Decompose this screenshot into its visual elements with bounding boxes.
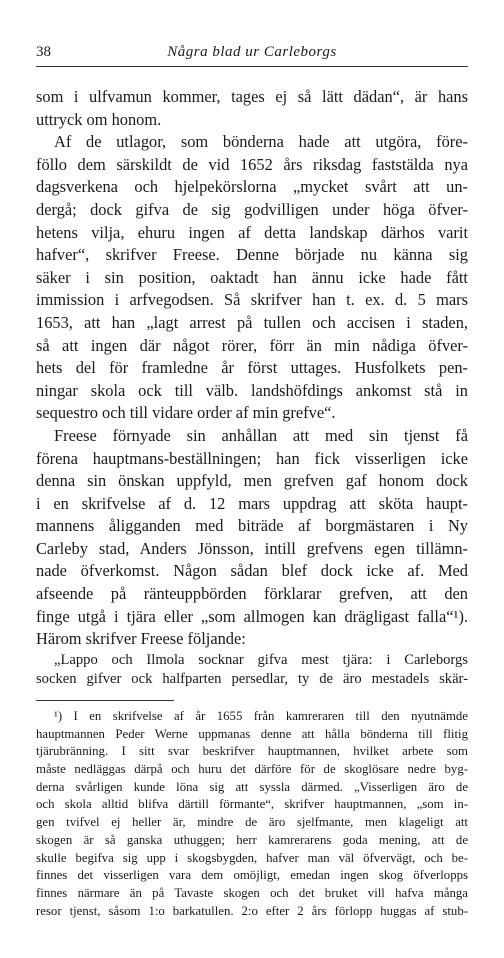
text-line: Carleby stad, Anders Jönsson, intill grefvens egen tillämn- xyxy=(36,538,468,558)
footnote-line: hauptmannen Peder Werne uppmanas denne att hålla bönderna till flitig xyxy=(36,726,468,741)
page-number: 38 xyxy=(36,44,51,60)
text-line: Freese förnyade sin anhållan att med sin tjenst få xyxy=(54,425,468,445)
text-line: förena hauptmans-beställningen; han fick visserligen icke xyxy=(36,448,468,468)
text-line: dergå; dock gifva de sig godvilligen under höga öfver- xyxy=(36,199,468,219)
footnote-line: måste nedläggas därpå och huru det därföre för de skoglösare nedre byg- xyxy=(36,762,468,777)
text-line: så att ingen där något rörer, förr än min nådiga öfver- xyxy=(36,335,468,355)
footnote-line: finnes det visserligen vara dem omöjligt, emedan ingen skog öfverlopps xyxy=(36,868,468,883)
text-line: hets del för framledne år först uttages. Husfolkets pen- xyxy=(36,358,468,378)
footnote-line: derna svårligen kunde löna sig att syssla därmed. „Visserligen äro de xyxy=(36,779,468,794)
footnote-line: tjärubränning. I sitt svar beskrifver hauptmannen, hvilket arbete som xyxy=(36,744,468,759)
text-line: mannens åligganden med biträde af borgmästaren i Ny xyxy=(36,516,468,536)
footnote-line: gen tvifvel ej heller är, mindre de äro sjelfmante, men klageligt att xyxy=(36,815,468,830)
text-line: i en skrifvelse af d. 12 mars uppdrag att sköta haupt- xyxy=(36,493,468,513)
footnotes xyxy=(36,708,468,920)
footnote-line: finnes närmare än på Tavaste skogen och det bruket vill hafva många xyxy=(36,885,468,900)
text-line: som i ulfvamun kommer, tages ej så lätt dädan“, är hans xyxy=(36,87,468,106)
footnote-divider xyxy=(36,700,174,701)
text-line: finge utgå i tjära eller „som allmogen kan drägligast falla“¹). xyxy=(36,606,468,626)
text-line: ningar skola ock till välb. landshöfdings ankomst stå in xyxy=(36,380,468,400)
text-line: immission i arfvegodsen. Så skrifver han t. ex. d. 5 mars xyxy=(36,290,468,310)
page-header xyxy=(36,44,468,67)
text-line: dagsverkena och hjelpekörslorna „mycket svårt att un- xyxy=(36,177,468,197)
quote-line: „Lappo och Ilmola socknar gifva mest tjära: i Carleborgs xyxy=(54,651,468,668)
running-title: Några blad ur Carleborgs xyxy=(167,44,337,60)
footnote-line: resor tjenst, såsom 1:o barkatullen. 2:o efter 2 års förlopp huggas af stub- xyxy=(36,903,468,918)
text-line: nade öfverkomst. Någon sådan blef dock icke af. Med xyxy=(36,561,468,581)
footnote-line: ¹) I en skrifvelse af år 1655 från kamreraren till den nyutnämde xyxy=(54,709,468,723)
text-line: hafver“, skrifver Freese. Denne började nu känna sig xyxy=(36,245,468,265)
text-line: Härom skrifver Freese följande: xyxy=(36,629,246,649)
footnote-line: och skola alltid blifva därtill förmante“, skrifver hauptmannen, „som in- xyxy=(36,797,468,812)
text-line: 1653, att han „lagt arrest på tullen och accisen i staden, xyxy=(36,312,468,332)
text-line: denna sin önskan uppfyld, men grefven gaf honom dock xyxy=(36,471,468,491)
text-line: Af de utlagor, som bönderna hade att utgöra, före- xyxy=(54,132,468,152)
text-line: sequestro och till vidare order af min grefve“. xyxy=(36,403,336,423)
text-line: uttryck om honom. xyxy=(36,109,162,129)
footnote-line: skogen är så ganska uthuggen; herr kamrerarens goda mening, att de xyxy=(36,832,468,847)
text-line: föllo dem särskildt de vid 1652 års riksdag faststälda nya xyxy=(36,154,468,174)
body-text xyxy=(36,86,468,690)
text-line: afseende på ränteuppbörden förklarar grefven, att den xyxy=(36,584,468,604)
quote-line: socken gifver ock halfparten persedlar, ty de äro mestadels skär- xyxy=(36,671,468,688)
footnote-line: skulle begifva sig upp i skogsbygden, hafver man väl öfvervägt, och be- xyxy=(36,850,468,865)
block-quote xyxy=(36,651,468,690)
text-line: säker i sin position, oaktadt han ännu icke hade fått xyxy=(36,267,468,287)
text-line: hetens vilja, ehuru ingen af detta landskap därhos varit xyxy=(36,222,468,242)
